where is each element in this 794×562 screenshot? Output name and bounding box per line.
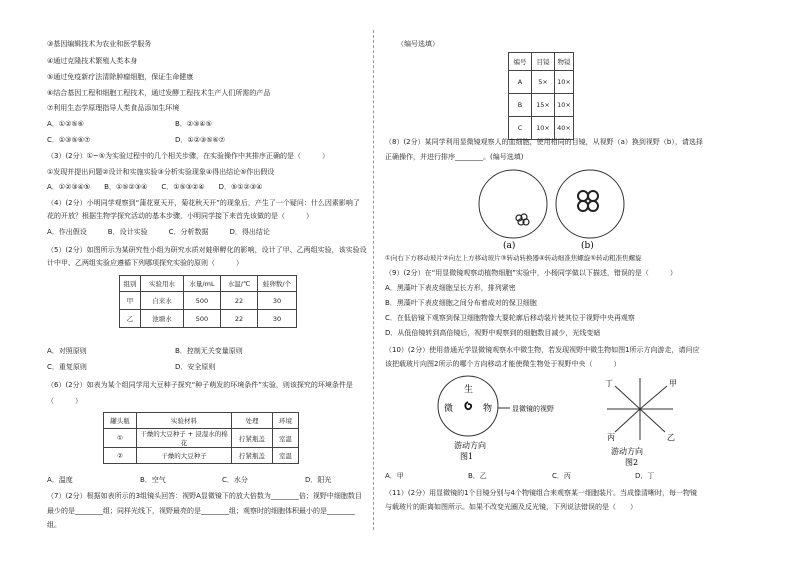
table-cell: 池塘水 — [141, 310, 184, 328]
text-line: ⑤通过免疫新疗法清除肿瘤细胞，保证生命健康 — [47, 73, 194, 81]
operation-options: ①向右下方移动玻片②向左上方移动玻片③转动转换器④转动细准焦螺旋⑤转动粗准焦螺旋 — [385, 254, 642, 262]
label-bing: 丙 — [607, 433, 615, 442]
table-header: 水温/℃ — [221, 276, 258, 292]
fig1-char-top: 生 — [464, 385, 474, 395]
label-yi: 乙 — [667, 433, 675, 442]
figure-2 — [595, 374, 685, 468]
table-cell: ② — [104, 448, 137, 464]
arrow-jia — [640, 386, 667, 409]
option-c: C．①③⑤⑥⑦ — [47, 136, 91, 144]
table-cell: 5× — [532, 71, 555, 94]
table-cell: 15× — [532, 94, 555, 117]
table-header: 环境 — [273, 413, 299, 429]
table-cell: 22 — [221, 292, 258, 310]
fig1-char-left: 微 — [444, 404, 454, 414]
fig1-char-right: 物 — [483, 404, 493, 414]
view-b-circle — [556, 170, 624, 238]
option-a: A．黑藻叶下表皮细胞呈长方形，排列紧密 — [385, 284, 516, 292]
fig1-direction: 游动方向 — [454, 441, 486, 450]
table-header: 目镜 — [532, 53, 555, 71]
table-cell: 10× — [555, 94, 574, 117]
text-line: 与载玻片的距离如图所示。如果不改变光圈及反光镜，下列说法错误的是（ ） — [385, 503, 637, 511]
fig2-direction: 游动方向 — [611, 447, 643, 456]
view-b-label: (b) — [581, 241, 594, 250]
option-c: C．丙 — [552, 472, 571, 480]
options-line: A．作出假设 B．设计实验 C．分析数据 D．得出结论 — [47, 228, 270, 236]
text-line: 该把载玻片向图2所示的哪个方向移动才能使微生物处于视野中央（ ） — [385, 360, 621, 368]
arrow-ding — [615, 386, 640, 409]
option-d: D．丁 — [635, 472, 655, 480]
arrow-yi — [640, 409, 665, 432]
table-cell: 30 — [258, 292, 297, 310]
table-header: 蛙卵数/个 — [258, 276, 297, 292]
view-a-circle — [479, 170, 547, 238]
options-line: A．①②③④⑤ B．①⑤②③④ C．①⑤③②④ D．⑤①②③④ — [47, 183, 263, 191]
view-a-label: (a) — [503, 241, 516, 250]
option-c: C．在低倍镜下观察到保卫细胞物像大要轮廓后移动装片使其位于视野中央再观察 — [385, 314, 635, 322]
table-cell: 乙 — [120, 310, 141, 328]
table-cell: 22 — [221, 310, 258, 328]
option-c: C．重复原则 — [47, 363, 87, 371]
option-a: A．甲 — [385, 472, 404, 480]
option-c: C．水分 — [222, 476, 248, 484]
question-5: （5）(2分）如图所示为某研究性小组为研究水质对蛙卵孵化的影响，设计了甲、乙两组实验，该实验设 — [47, 246, 367, 254]
table-header: 组别 — [120, 276, 141, 292]
table-cell: 拧紧瓶盖 — [232, 448, 273, 464]
table-header: 罐头瓶 — [104, 413, 137, 429]
seed-germination-table — [103, 412, 299, 464]
question-9: （9）(2分）在“用显微镜观察动植物细胞”实验中，小杨同学做以下描述，错误的是（ ） — [385, 269, 677, 277]
text-line: ③基因编辑技术为农业和医学服务 — [47, 40, 152, 48]
text-line: 花的开放？根据生物学探究活动的基本步骤，小明同学接下来首先该做的是（ ） — [47, 212, 313, 220]
table-header: 水量/mL — [184, 276, 221, 292]
table-cell: 干燥的大豆种子 + 浸湿水的棉花 — [137, 429, 232, 448]
table-cell: 30 — [258, 310, 297, 328]
table-header: 处理 — [232, 413, 273, 429]
cells-small-icon — [516, 214, 529, 225]
table-cell: 10× — [555, 71, 574, 94]
option-a: A．①②⑤⑥ — [47, 120, 84, 128]
question-7: （7）(2分）根据如表所示的3组镜头回答：视野A显微镜下的放大倍数为________倍；视野中细胞数目 — [47, 492, 362, 500]
arrow-bing — [615, 409, 640, 432]
option-a: A．温度 — [47, 476, 73, 484]
text-line: 最少的是________组；同样光线下，视野最亮的是________组；观察时的细胞体积最小的是________ — [47, 507, 355, 515]
table-cell: 干燥的大豆种子 — [137, 448, 232, 464]
option-d: D．阳光 — [305, 476, 332, 484]
option-b: B．乙 — [468, 472, 487, 480]
text-line: 计中甲、乙两组实验应遵循下列哪项探究实验的原则（ ） — [47, 259, 243, 267]
table-cell: C — [509, 117, 532, 140]
microbe-icon — [465, 402, 471, 409]
text-line: （ ） — [47, 397, 82, 405]
text-line: ⑥结合基因工程和细胞工程技术，通过发酵工程技术生产人们所需的产品 — [47, 89, 271, 97]
table-cell: 500 — [184, 292, 221, 310]
fig1-caption: 图1 — [460, 452, 474, 461]
text-line: 正确操作，并进行排序________。(编号选填) — [385, 153, 524, 161]
table-header: 物镜 — [555, 53, 574, 71]
table-cell: ① — [104, 429, 137, 448]
table-header: 编号 — [509, 53, 532, 71]
table-header: 实验材料 — [137, 413, 232, 429]
text-line: 组。 — [47, 521, 61, 529]
cells-large-icon — [578, 191, 598, 211]
option-b: B．控制无关变量原则 — [175, 347, 243, 355]
fig1-side-label: 显微镜的视野 — [512, 405, 554, 413]
table-cell: 40× — [555, 117, 574, 140]
figure-1 — [430, 372, 580, 462]
option-d: D．安全原则 — [175, 363, 216, 371]
table-cell: A — [509, 71, 532, 94]
fill-hint: （编号选填） — [397, 40, 439, 48]
text-line: ④通过克隆技术繁殖人类本身 — [47, 57, 138, 65]
microscope-views-figure — [475, 166, 635, 250]
option-a: A．对照原则 — [47, 347, 87, 355]
option-b: B．黑藻叶下表皮细胞之间分布着成对的保卫细胞 — [385, 299, 537, 307]
option-b: B．②③④⑤ — [175, 120, 212, 128]
table-cell: 500 — [184, 310, 221, 328]
table-cell: 拧紧瓶盖 — [232, 429, 273, 448]
table-cell: 自来水 — [141, 292, 184, 310]
fig2-caption: 图2 — [625, 458, 639, 467]
table-cell: 室温 — [273, 429, 299, 448]
text-line: ①发现并提出问题②设计和实施实验③分析实验现象④得出结论⑤作出假设 — [47, 168, 275, 176]
lens-table — [508, 52, 574, 140]
text-line: ⑦利用生态学原理指导人类食品添加生环境 — [47, 104, 180, 112]
table-cell: 室温 — [273, 448, 299, 464]
frog-egg-table — [119, 275, 297, 328]
table-cell: 甲 — [120, 292, 141, 310]
question-6: （6）(2分）如表为某个组同学用大豆种子探究“种子萌发的环境条件”实验，则该探究的环境条件是 — [47, 381, 353, 389]
question-11: （11）(2分）用显微镜的1个目镜分别与4个物镜组合来观察某一细胞装片。当成像清晰时，每一物镜 — [385, 489, 697, 497]
option-b: B．空气 — [140, 476, 166, 484]
table-header: 实验用水 — [141, 276, 184, 292]
table-cell: 10× — [532, 117, 555, 140]
question-3: （3）(2分）①~⑤为实验过程中的几个相关步骤，在实验操作中其排序正确的是（ ） — [47, 152, 330, 160]
label-jia: 甲 — [669, 379, 677, 388]
table-cell: B — [509, 94, 532, 117]
label-ding: 丁 — [605, 379, 613, 388]
option-d: D．从低倍镜转到高倍镜后，视野中观察到的细胞数目减少，光线变暗 — [385, 329, 601, 337]
question-4: （4）(2分）小明同学观察到“蒲花夏天开，菊花秋天开”的现象后，产生了一个疑问：什么因素影响了 — [47, 199, 360, 207]
text-line: （10）(2分）使用普通光学显微镜观察水中微生物，若发现视野中微生物如图1所示方向游走，请问应 — [385, 346, 700, 354]
option-d: D．①②③⑤⑥⑦ — [175, 136, 226, 144]
question-8: （8）(2分）某同学利用显微镜观察人的血细胞，使用相同的目镜，从视野（a）换到视野（b），请选择 — [385, 138, 703, 146]
column-divider — [373, 30, 374, 530]
